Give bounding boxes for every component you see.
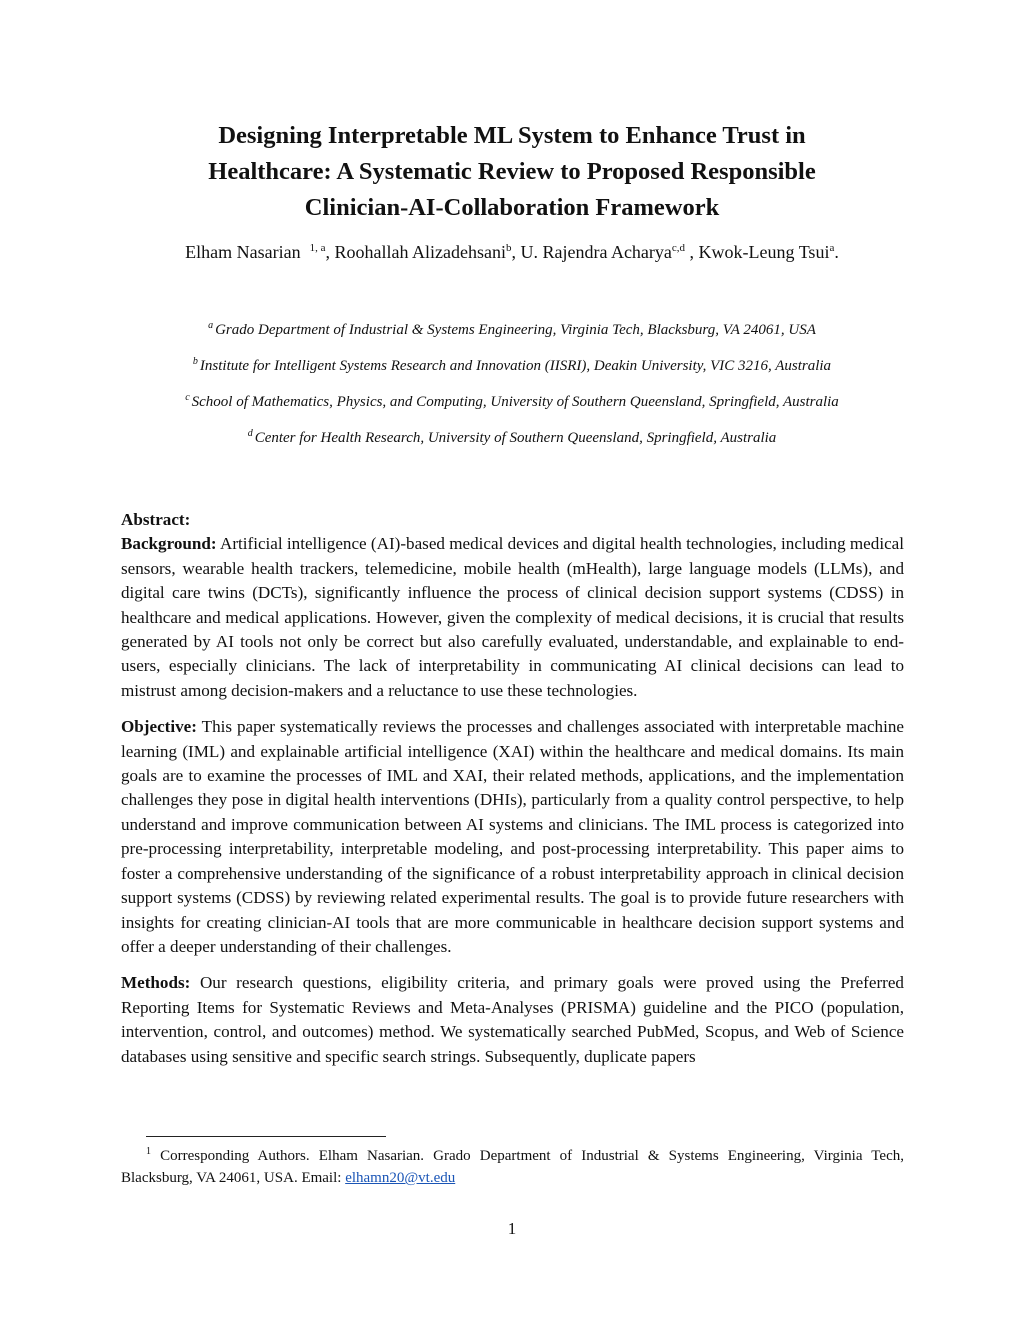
background-label: Background: (121, 534, 217, 554)
affiliation-mark: d (247, 428, 253, 439)
abstract-section (121, 508, 904, 1069)
methods-label: Methods: (121, 973, 191, 993)
affiliation-mark: c (185, 392, 190, 403)
affiliation-mark: b (192, 356, 198, 367)
affiliation-text: Grado Department of Industrial & Systems Engineering, Virginia Tech, Blacksburg, VA 24061, USA (215, 322, 816, 338)
abstract-heading: Abstract: (121, 510, 191, 529)
title-line-2: Healthcare: A Systematic Review to Proposed Responsible (208, 158, 816, 185)
page-number: 1 (507, 1219, 517, 1238)
author-affiliation-mark: a (829, 242, 835, 254)
objective-text: This paper systematically reviews the processes and challenges associated with interpretable machine learning (IML) and explainable artificial intelligence (XAI) within the healthcare and medical domains. Its main goals are to examine the processes of IML and XAI, their related methods, applications, and the implementation challenges they pose in digital health interventions (DHIs), particularly from a quality control perspective, to help understand and improve communication between AI systems and clinicians. The IML process is categorized into pre-processing interpretability, interpretable modeling, and post-processing interpretability. This paper aims to foster a comprehensive understanding of the significance of a robust interpretability approach in clinical decision support systems (CDSS) by reviewing related experimental results. The goal is to provide future researchers with insights for creating clinician-AI tools that are more communicable in healthcare decision support systems and offer a deeper understanding of their challenges. (121, 717, 904, 956)
background-paragraph (121, 532, 904, 703)
footnote-text: Corresponding Authors. Elham Nasarian. Grado Department of Industrial & Systems Engineering, Virginia Tech, Blacksburg, VA 24061, USA. Email: (121, 1148, 904, 1186)
objective-label: Objective: (121, 717, 197, 737)
methods-text: Our research questions, eligibility criteria, and primary goals were proved using the Preferred Reporting Items for Systematic Reviews and Meta-Analyses (PRISMA) guideline and the PICO (population, intervention, control, and outcomes) method. We systematically searched PubMed, Scopus, and Web of Science databases using sensitive and specific search strings. Subsequently, duplicate papers (121, 973, 904, 1066)
author-affiliation-mark: c,d (671, 242, 686, 254)
affiliation-mark: a (208, 320, 214, 331)
affiliation-d (0, 428, 1024, 448)
affiliation-text: School of Mathematics, Physics, and Computing, University of Southern Queensland, Springfield, Australia (191, 394, 839, 410)
affiliation-text: Institute for Intelligent Systems Research and Innovation (IISRI), Deakin University, VIC 3216, Australia (199, 358, 832, 374)
background-text: Artificial intelligence (AI)-based medical devices and digital health technologies, including medical sensors, wearable health trackers, telemedicine, mobile health (mHealth), large language models (LLMs), and digital care twins (DCTs), significantly influence the process of clinical decision support systems (CDSS) in healthcare and medical applications. However, given the complexity of medical decisions, it is crucial that results generated by AI tools not only be correct but also carefully evaluated, understandable, and explainable to end-users, especially clinicians. The lack of interpretability in communicating AI clinical decisions can lead to mistrust among decision-makers and a reluctance to use these technologies. (121, 534, 904, 700)
title-line-3: Clinician-AI-Collaboration Framework (304, 194, 720, 221)
author-name: Roohallah Alizadehsani (334, 242, 506, 262)
affiliation-a (0, 320, 1024, 340)
author-name: Elham Nasarian (185, 242, 301, 262)
affiliation-b (0, 356, 1024, 376)
author-list: Elham Nasarian $^{1, a}$, Roohallah Alizadehsani$^b$, U. Rajendra Acharya$^{c,d}$ , Kwok-Leung Tsui$^a$. (185, 242, 839, 262)
affiliation-c (0, 392, 1024, 412)
paper-title (150, 118, 874, 226)
footnote-divider (146, 1136, 386, 1137)
footnote (121, 1145, 904, 1189)
email-link[interactable]: elhamn20@vt.edu (345, 1170, 456, 1186)
author-affiliation-mark: b (505, 242, 512, 254)
footnote-mark: 1 (146, 1146, 151, 1157)
objective-paragraph (121, 715, 904, 959)
author-name: Kwok-Leung Tsui (698, 242, 830, 262)
author-name: U. Rajendra Acharya (520, 242, 672, 262)
methods-paragraph (121, 971, 904, 1069)
affiliation-text: Center for Health Research, University of Southern Queensland, Springfield, Australia (254, 430, 777, 446)
title-line-1: Designing Interpretable ML System to Enhance Trust in (218, 122, 806, 149)
author-affiliation-mark: 1, a (309, 242, 326, 254)
